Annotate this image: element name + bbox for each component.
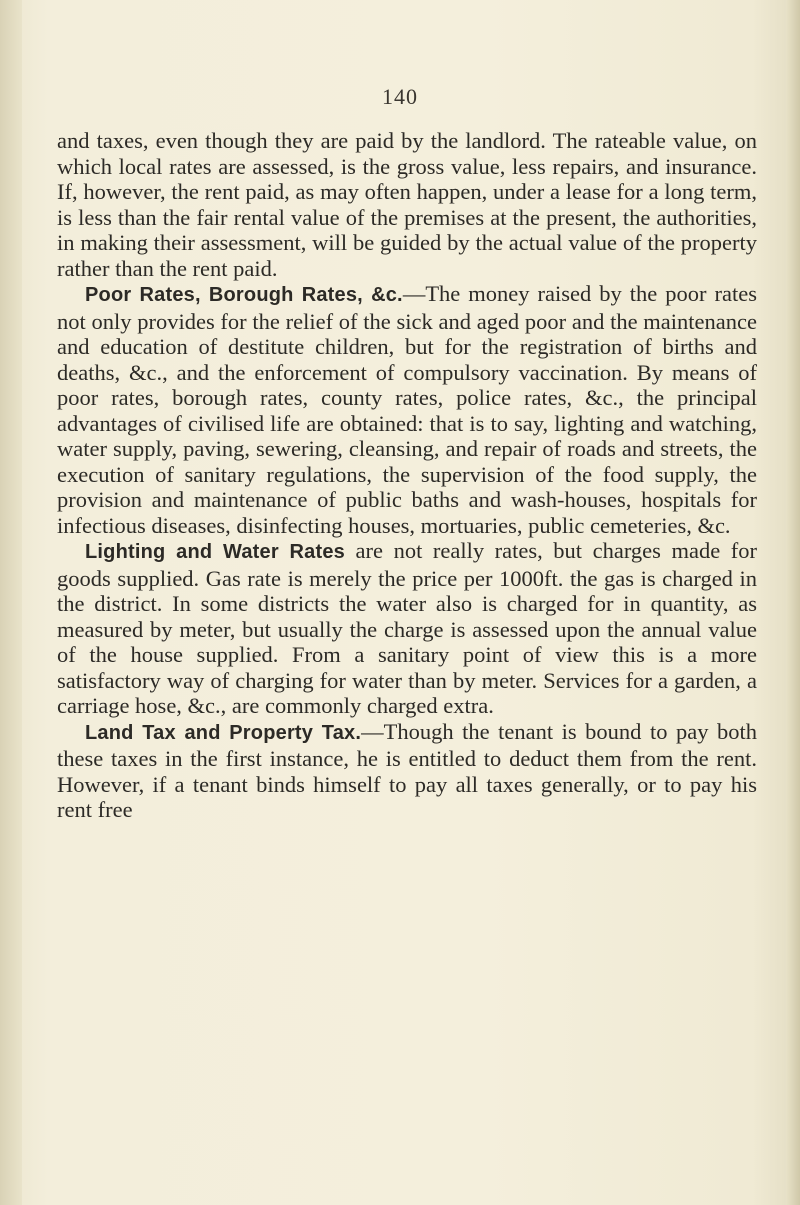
section-heading-poor-rates: Poor Rates, Borough Rates, &c. <box>85 284 403 306</box>
paragraph-lighting-water-rates <box>57 538 757 719</box>
body-text <box>57 128 757 823</box>
section-heading-land-tax: Land Tax and Property Tax. <box>85 721 362 744</box>
page-edge <box>786 0 800 1205</box>
page-number: 140 <box>382 84 418 109</box>
section-heading-lighting-water: Lighting and Water Rates <box>85 541 345 563</box>
paragraph-text: —Though the tenant is bound to pay both these taxes in the first instance, he is entitled to deduct them from the rent. However, if a tenant binds himself to pay all taxes generally, or to pay his rent free <box>57 718 757 822</box>
paragraph-text: and taxes, even though they are paid by the landlord. The rateable value, on which local rates are assessed, is the gross value, less repairs, and insurance. If, however, the rent paid, as may often happen, under a lease for a long term, is less than the fair rental value of the premises at the present, the authorities, in making their assessment, will be guided by the actual value of the property rather than the rent paid. <box>57 128 757 281</box>
paragraph-poor-rates <box>57 281 757 538</box>
paragraph-rateable-value <box>57 128 757 281</box>
paragraph-text: are not really rates, but charges made for goods supplied. Gas rate is merely the price per 1000ft. the gas is charged in the district. In some districts the water also is charged for in quantity, as measured by meter, but usually the charge is assessed upon the annual value of the house supplied. From a sanitary point of view this is a more satisfactory way of charging for water than by meter. Services for a garden, a carriage hose, &c., are commonly charged extra. <box>57 538 757 718</box>
page-gutter <box>0 0 22 1205</box>
paragraph-text: —The money raised by the poor rates not only provides for the relief of the sick and aged poor and the maintenance and education of destitute children, but for the registration of births and deaths, &c., and the enforcement of compulsory vaccination. By means of poor rates, borough rates, county rates, police rates, &c., the principal advantages of civilised life are obtained: that is to say, lighting and watching, water supply, paving, sewering, cleansing, and repair of roads and streets, the execution of sanitary regulations, the supervision of the food supply, the provision and maintenance of public baths and wash-houses, hospitals for infectious diseases, disinfecting houses, mortuaries, public cemeteries, &c. <box>57 281 757 538</box>
paragraph-land-property-tax <box>57 719 757 823</box>
